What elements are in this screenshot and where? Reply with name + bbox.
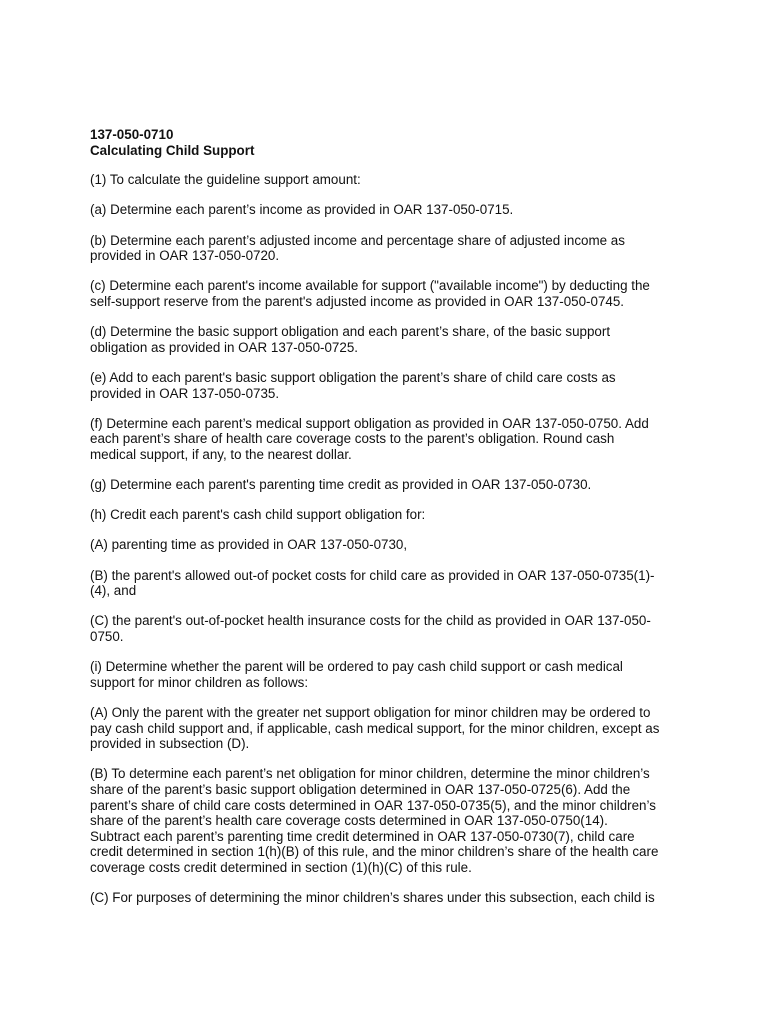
- rule-heading: [90, 127, 684, 158]
- document-body: [90, 127, 684, 920]
- paragraph-1c: (c) Determine each parent's income available for support ("available income") by deducting the self-support reserve from the parent's adjusted income as provided in OAR 137-050-0745.: [90, 278, 650, 309]
- paragraph-1b: (b) Determine each parent’s adjusted income and percentage share of adjusted income as provided in OAR 137-050-0720.: [90, 232, 625, 264]
- paragraph-1e: (e) Add to each parent's basic support obligation the parent’s share of child care costs as provided in OAR 137-050-0735.: [90, 369, 616, 401]
- paragraph-1i-C: (C) For purposes of determining the minor children’s shares under this subsection, each child is: [90, 890, 655, 906]
- rule-title: Calculating Child Support: [90, 142, 255, 158]
- paragraph-1h-B: (B) the parent's allowed out-of pocket costs for child care as provided in OAR 137-050-0735(1)- (4), and: [90, 567, 655, 599]
- paragraph-1d: (d) Determine the basic support obligation and each parent’s share, of the basic support obligation as provided in OAR 137-050-0725.: [90, 324, 611, 355]
- paragraph-1h-A: (A) parenting time as provided in OAR 137-050-0730,: [90, 537, 408, 553]
- paragraph-1a: (a) Determine each parent’s income as provided in OAR 137-050-0715.: [90, 202, 514, 218]
- paragraph-1i: (i) Determine whether the parent will be ordered to pay cash child support or cash medical support for minor children as follows:: [90, 659, 623, 690]
- rule-number: 137-050-0710: [90, 127, 174, 142]
- paragraph-1i-B: (B) To determine each parent’s net obligation for minor children, determine the minor children’s share of the parent’s basic support obligation determined in OAR 137-050-0725(6). Add the parent’s share of child care costs determined in OAR 137-050-0735(5), and the minor children’s share of the parent’s health care coverage costs determined in OAR 137-050-0750(14). Subtract each parent’s parenting time credit determined in OAR 137-050-0730(7), child care credit determined in section 1(h)(B) of this rule, and the minor children’s share of the health care coverage costs credit determined in section (1)(h)(C) of this rule.: [90, 766, 659, 875]
- paragraph-1: (1) To calculate the guideline support amount:: [90, 172, 361, 188]
- paragraph-1h: (h) Credit each parent's cash child support obligation for:: [90, 507, 426, 523]
- paragraph-1f: (f) Determine each parent’s medical support obligation as provided in OAR 137-050-0750. Add each parent’s share of health care coverage costs to the parent’s obligation. Round cash medical support, if any, to the nearest dollar.: [90, 415, 649, 462]
- paragraph-1g: (g) Determine each parent's parenting time credit as provided in OAR 137-050-0730.: [90, 477, 592, 493]
- paragraph-1h-C: (C) the parent's out-of-pocket health insurance costs for the child as provided in OAR 137-050- 0750.: [90, 613, 651, 644]
- paragraph-1i-A: (A) Only the parent with the greater net support obligation for minor children may be ordered to pay cash child support and, if applicable, cash medical support, for the minor children, except as provided in subsection (D).: [90, 704, 660, 752]
